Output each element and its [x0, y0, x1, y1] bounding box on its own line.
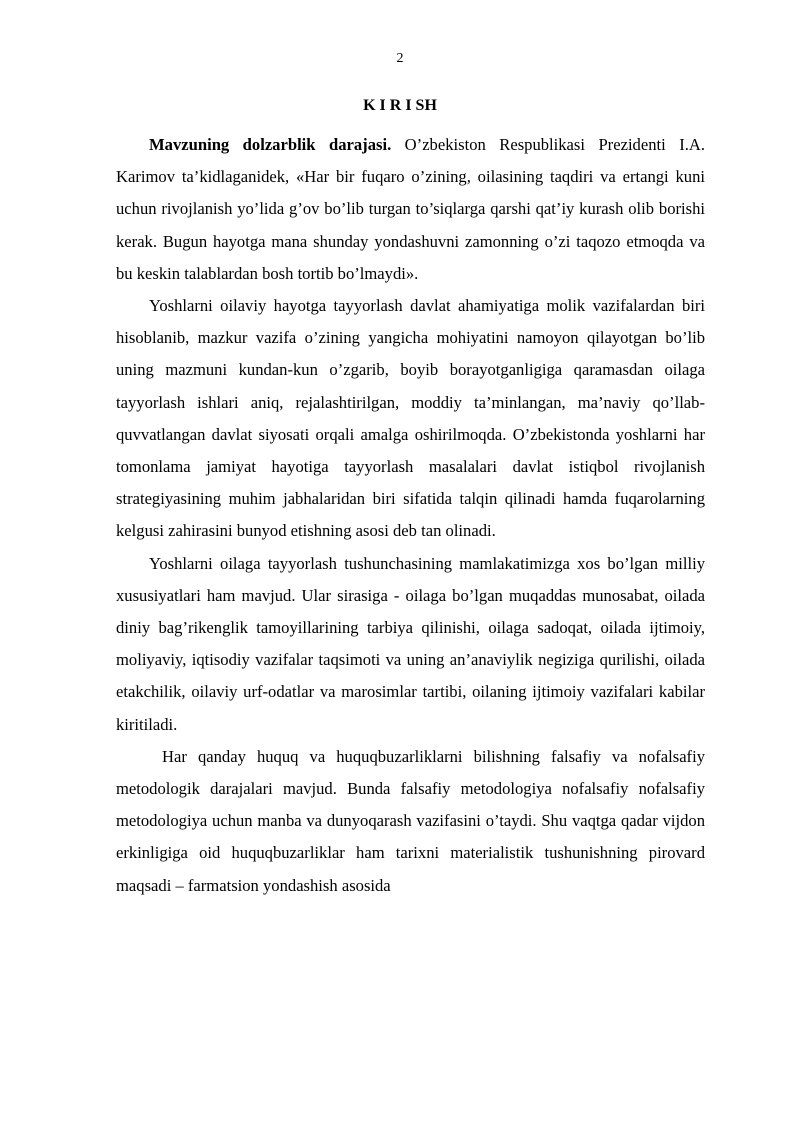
- paragraph-lead: Mavzuning dolzarblik darajasi.: [149, 135, 392, 154]
- page-number: 2: [396, 51, 404, 66]
- paragraph-1: [116, 129, 705, 290]
- paragraph-2: Yoshlarni oilaviy hayotga tayyorlash davlat ahamiyatiga molik vazifalardan biri hisoblanib, mazkur vazifa o’zining yangicha mohiyatini namoyon qilayotgan bo’lib uning mazmuni kundan-kun o’zgarib, boyib borayotganligiga qaramasdan oilaga tayyorlash ishlari aniq, rejalashtirilgan, moddiy ta’minlangan, ma’naviy qo’llab-quvvatlangan davlat siyosati orqali amalga oshirilmoqda. O’zbekistonda yoshlarni har tomonlama jamiyat hayotiga tayyorlash masalalari davlat istiqbol rivojlanish strategiyasining muhim jabhalaridan biri sifatida talqin qilinadi hamda fuqarolarning kelgusi zahirasini bunyod etishning asosi deb tan olinadi.: [116, 296, 705, 541]
- body-text: [116, 129, 705, 902]
- paragraph-3: Yoshlarni oilaga tayyorlash tushunchasining mamlakatimizga xos bo’lgan milliy xususiyatlari ham mavjud. Ular sirasiga - oilaga bo’lgan muqaddas munosabat, oilada diniy bag’rikenglik tamoyillarining tarbiya qilinishi, oilaga sadoqat, oilada ijtimoiy, moliyaviy, iqtisodiy vazifalar taqsimoti va uning an’anaviylik negiziga qurilishi, oilada etakchilik, oilaviy urf-odatlar va marosimlar tartibi, oilaning ijtimoiy vazifalari kabilar kiritiladi.: [116, 553, 705, 734]
- section-heading: K I R I SH: [363, 97, 437, 114]
- paragraph-4: Har qanday huquq va huquqbuzarliklarni bilishning falsafiy va nofalsafiy metodologik darajalari mavjud. Bunda falsafiy metodologiya nofalsafiy nofalsafiy metodologiya uchun manba va dunyoqarash vazifasini o’taydi. Shu vaqtga qadar vijdon erkinligiga oid huquqbuzarliklar ham tarixni materialistik tushunishning pirovard maqsadi – farmatsion yondashish asosida: [116, 746, 705, 895]
- paragraph-text: O’zbekiston Respublikasi Prezidenti I.A. Karimov ta’kidlaganidek, «Har bir fuqaro o’zining, oilasining taqdiri va ertangi kuni uchun rivojlanish yo’lida g’ov bo’lib turgan to’siqlarga qarshi qat’iy kurash olib borishi kerak. Bugun hayotga mana shunday yondashuvni zamonning o’zi taqozo etmoqda va bu keskin talablardan bosh tortib bo’lmaydi».: [116, 135, 706, 283]
